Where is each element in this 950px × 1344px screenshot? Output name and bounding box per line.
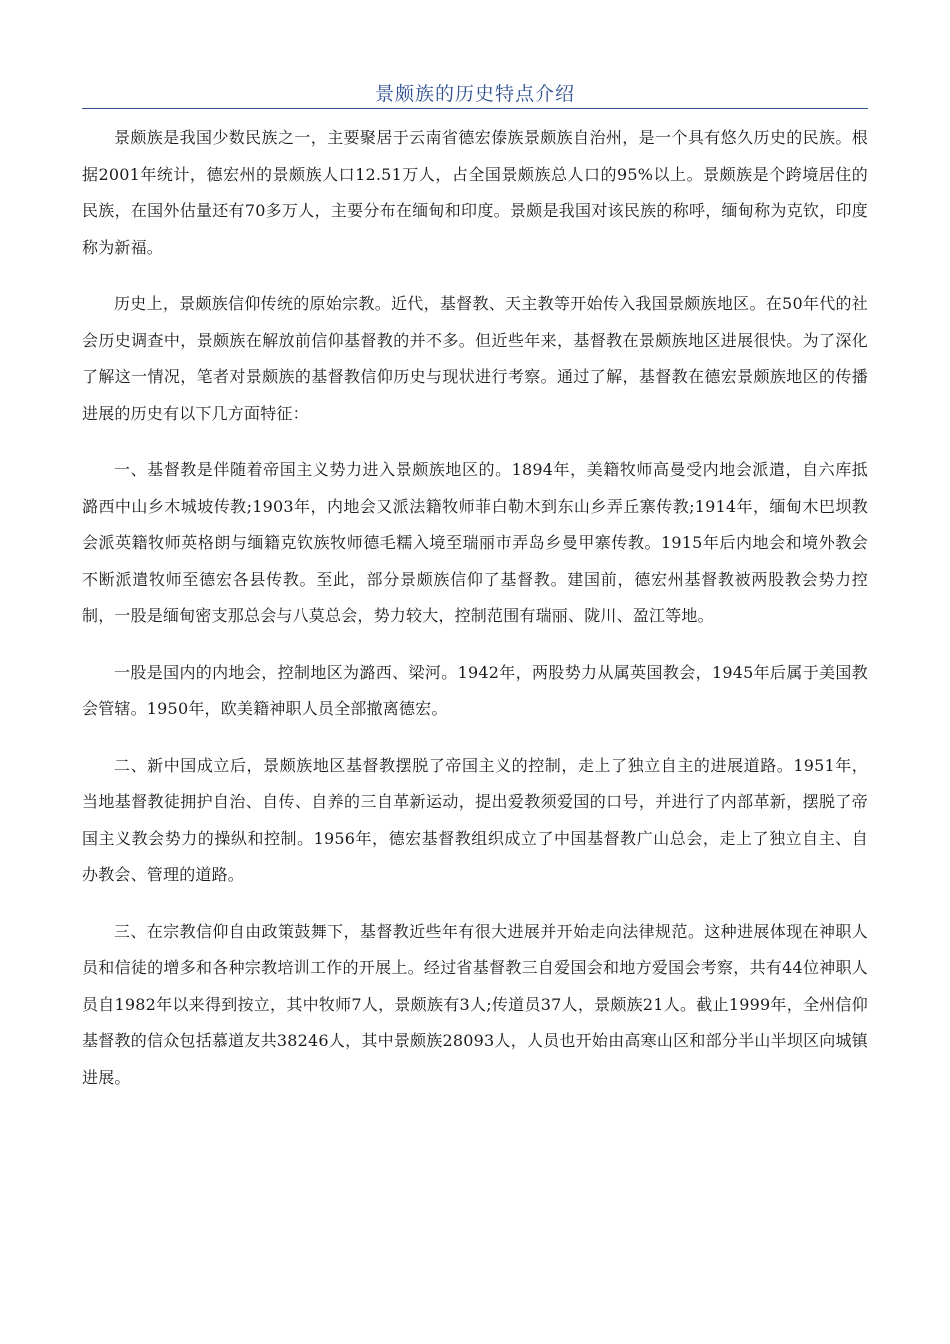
paragraph-2: 历史上，景颇族信仰传统的原始宗教。近代，基督教、天主教等开始传入我国景颇族地区。在50年代的社会历史调查中，景颇族在解放前信仰基督教的并不多。但近些年来，基督教在景颇族地区进展很快。为了深化了解这一情况，笔者对景颇族的基督教信仰历史与现状进行考察。通过了解，基督教在德宏景颇族地区的传播进展的历史有以下几方面特征： (82, 294, 868, 423)
document-body (82, 120, 868, 1116)
paragraph-1: 景颇族是我国少数民族之一，主要聚居于云南省德宏傣族景颇族自治州，是一个具有悠久历史的民族。根据2001年统计，德宏州的景颇族人口12.51万人，占全国景颇族总人口的95%以上。景颇族是个跨境居住的民族，在国外估量还有70多万人，主要分布在缅甸和印度。景颇是我国对该民族的称呼，缅甸称为克钦，印度称为新福。 (82, 128, 868, 257)
paragraph-4: 一股是国内的内地会，控制地区为潞西、梁河。1942年，两股势力从属英国教会，1945年后属于美国教会管辖。1950年，欧美籍神职人员全部撤离德宏。 (82, 662, 868, 718)
page-title: 景颇族的历史特点介绍 (374, 83, 575, 105)
title-divider (82, 108, 868, 109)
paragraph-6: 三、在宗教信仰自由政策鼓舞下，基督教近些年有很大进展并开始走向法律规范。这种进展体现在神职人员和信徒的增多和各种宗教培训工作的开展上。经过省基督教三自爱国会和地方爱国会考察，共有44位神职人员自1982年以来得到按立，其中牧师7人，景颇族有3人;传道员37人，景颇族21人。截止1999年，全州信仰基督教的信众包括慕道友共38246人，其中景颇族28093人，人员也开始由高寒山区和部分半山半坝区向城镇进展。 (82, 921, 868, 1087)
paragraph-5: 二、新中国成立后，景颇族地区基督教摆脱了帝国主义的控制，走上了独立自主的进展道路。1951年，当地基督教徒拥护自治、自传、自养的三自革新运动，提出爱教须爱国的口号，并进行了内部革新，摆脱了帝国主义教会势力的操纵和控制。1956年，德宏基督教组织成立了中国基督教广山总会，走上了独立自主、自办教会、管理的道路。 (82, 755, 868, 884)
paragraph-3: 一、基督教是伴随着帝国主义势力进入景颇族地区的。1894年，美籍牧师高曼受内地会派遣，自六库抵潞西中山乡木城坡传教;1903年，内地会又派法籍牧师菲白勒木到东山乡弄丘寨传教;1914年，缅甸木巴坝教会派英籍牧师英格朗与缅籍克钦族牧师德毛糯入境至瑞丽市弄岛乡曼甲寨传教。1915年后内地会和境外教会不断派遣牧师至德宏各县传教。至此，部分景颇族信仰了基督教。建国前，德宏州基督教被两股教会势力控制，一股是缅甸密支那总会与八莫总会，势力较大，控制范围有瑞丽、陇川、盈江等地。 (82, 460, 868, 625)
